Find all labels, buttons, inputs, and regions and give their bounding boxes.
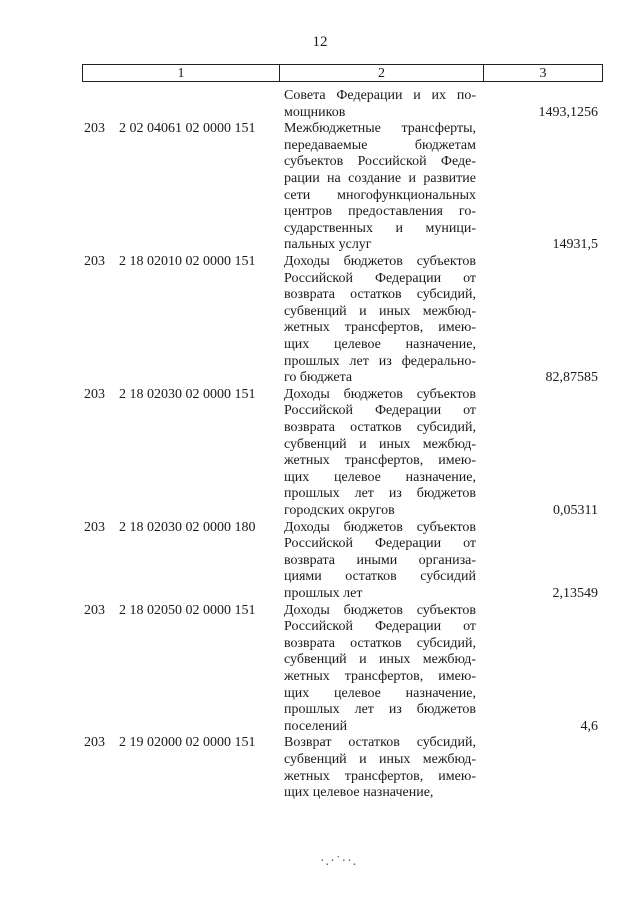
description-line: субъектов Российской Феде- bbox=[284, 154, 476, 170]
row-admin-code: 203 bbox=[84, 386, 105, 402]
description-line: жетных трансфертов, имею- bbox=[284, 768, 476, 784]
description-line: пальных услуг bbox=[284, 237, 372, 253]
description-line: прошлых лет из бюджетов bbox=[284, 702, 476, 718]
row-admin-code: 203 bbox=[84, 519, 105, 535]
page-number: 12 bbox=[312, 34, 328, 50]
row-description bbox=[284, 121, 476, 254]
row-description bbox=[284, 88, 476, 121]
scan-marks: ·.·˙··. bbox=[320, 854, 358, 869]
description-line: городских округов bbox=[284, 502, 395, 518]
row-admin-code: 203 bbox=[84, 602, 105, 618]
description-line: щих целевое назначение, bbox=[284, 469, 476, 485]
description-line: щих целевое назначение, bbox=[284, 785, 434, 801]
row-amount: 14931,5 bbox=[552, 237, 598, 253]
description-line: субвенций и иных межбюд- bbox=[284, 436, 476, 452]
description-line: Доходы бюджетов субъектов bbox=[284, 519, 476, 535]
description-line: прошлых лет bbox=[284, 585, 363, 601]
description-line: субвенций и иных межбюд- bbox=[284, 751, 476, 767]
row-kbk-code: 2 18 02050 02 0000 151 bbox=[119, 602, 256, 618]
header-col-2: 2 bbox=[280, 65, 484, 81]
row-description bbox=[284, 735, 476, 801]
row-amount: 82,87585 bbox=[545, 370, 598, 386]
description-line: Доходы бюджетов субъектов bbox=[284, 602, 476, 618]
row-kbk-code: 2 18 02030 02 0000 151 bbox=[119, 386, 256, 402]
description-line: Доходы бюджетов субъектов bbox=[284, 386, 476, 402]
description-line: щих целевое назначение, bbox=[284, 336, 476, 352]
description-line: мощников bbox=[284, 104, 346, 120]
row-amount: 1493,1256 bbox=[538, 104, 598, 120]
row-amount: 2,13549 bbox=[552, 585, 598, 601]
description-line: прошлых лет из федерально- bbox=[284, 353, 476, 369]
description-line: Доходы бюджетов субъектов bbox=[284, 254, 476, 269]
description-line: щих целевое назначение, bbox=[284, 685, 476, 701]
description-line: возврата иными организа- bbox=[284, 552, 476, 568]
description-line: центров предоставления го- bbox=[284, 204, 476, 220]
description-line: го бюджета bbox=[284, 370, 353, 386]
description-line: передаваемые бюджетам bbox=[284, 137, 476, 153]
row-description bbox=[284, 387, 476, 520]
description-line: жетных трансфертов, имею- bbox=[284, 453, 476, 469]
row-description bbox=[284, 520, 476, 603]
row-admin-code: 203 bbox=[84, 254, 105, 269]
row-admin-code: 203 bbox=[84, 735, 105, 751]
description-line: субвенций и иных межбюд- bbox=[284, 303, 476, 319]
description-line: Совета Федерации и их по- bbox=[284, 88, 476, 103]
description-line: возврата остатков субсидий, bbox=[284, 287, 476, 303]
table-header bbox=[82, 64, 603, 82]
description-line: жетных трансфертов, имею- bbox=[284, 668, 476, 684]
description-line: жетных трансфертов, имею- bbox=[284, 320, 476, 336]
row-kbk-code: 2 18 02010 02 0000 151 bbox=[119, 254, 256, 269]
row-amount: 4,6 bbox=[580, 718, 598, 734]
description-line: сети многофункциональных bbox=[284, 187, 476, 203]
description-line: циями остатков субсидий bbox=[284, 569, 476, 585]
row-kbk-code: 2 18 02030 02 0000 180 bbox=[119, 519, 256, 535]
header-col-3: 3 bbox=[539, 66, 547, 81]
description-line: Российской Федерации от bbox=[284, 536, 476, 552]
row-admin-code: 203 bbox=[84, 121, 105, 137]
description-line: прошлых лет из бюджетов bbox=[284, 486, 476, 502]
description-line: возврата остатков субсидий, bbox=[284, 419, 476, 435]
description-line: возврата остатков субсидий, bbox=[284, 635, 476, 651]
row-kbk-code: 2 02 04061 02 0000 151 bbox=[119, 121, 256, 137]
description-line: поселений bbox=[284, 718, 348, 734]
description-line: Межбюджетные трансферты, bbox=[284, 121, 476, 137]
description-line: Возврат остатков субсидий, bbox=[284, 735, 476, 751]
row-description bbox=[284, 254, 476, 387]
description-line: Российской Федерации от bbox=[284, 403, 476, 419]
description-line: рации на создание и развитие bbox=[284, 170, 476, 186]
header-col-1: 1 bbox=[83, 65, 280, 81]
description-line: Российской Федерации от bbox=[284, 270, 476, 286]
description-line: сударственных и муници- bbox=[284, 220, 476, 236]
row-kbk-code: 2 19 02000 02 0000 151 bbox=[119, 735, 256, 751]
row-amount: 0,05311 bbox=[553, 502, 598, 518]
description-line: Российской Федерации от bbox=[284, 619, 476, 635]
description-line: субвенций и иных межбюд- bbox=[284, 652, 476, 668]
row-description bbox=[284, 603, 476, 736]
